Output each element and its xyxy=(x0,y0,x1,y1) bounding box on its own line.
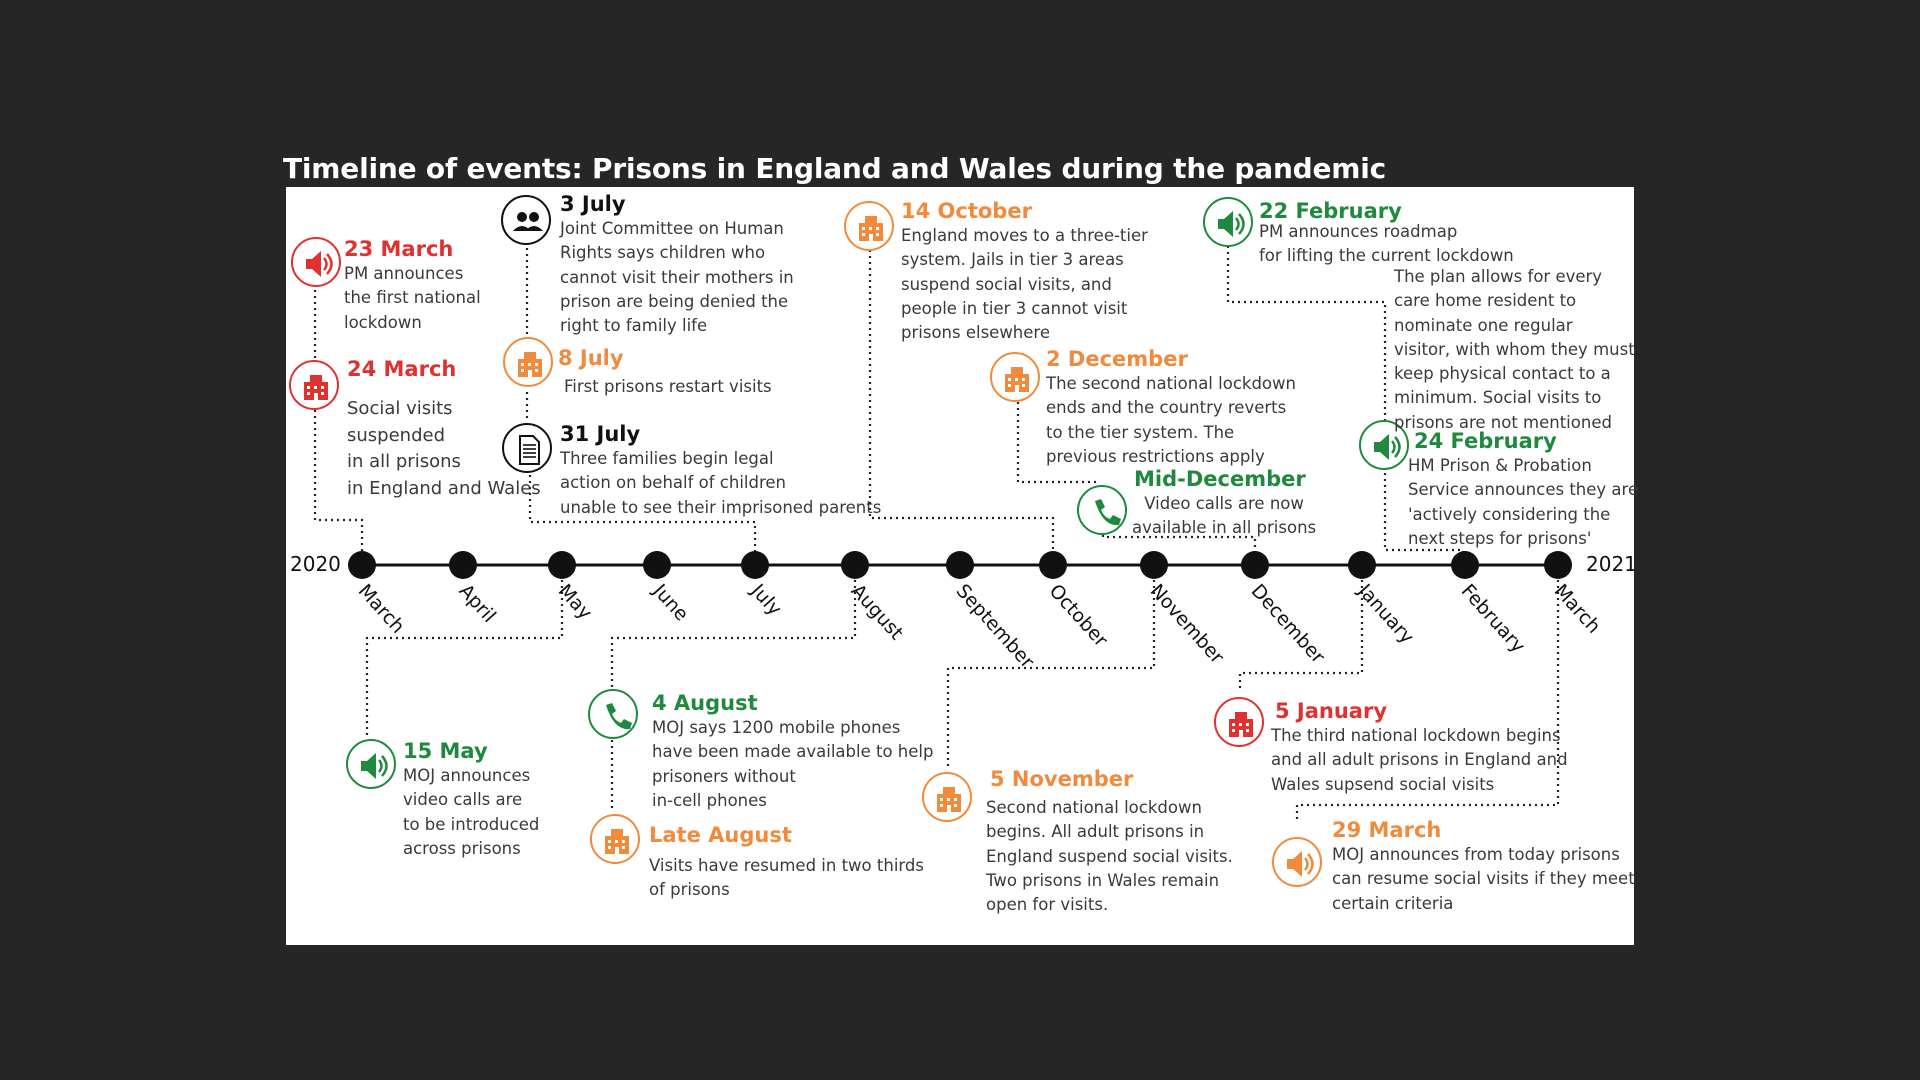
month-dot-5 xyxy=(841,551,869,579)
event-text: HM Prison & Probation Service announces they are 'actively considering the next steps for prisons' xyxy=(1408,456,1639,548)
event-date: 3 July xyxy=(560,192,626,216)
prison-building-icon xyxy=(990,352,1040,402)
month-dot-9 xyxy=(1241,551,1269,579)
event-text: First prisons restart visits xyxy=(564,377,772,396)
month-label: September xyxy=(951,580,1039,673)
event-text: Second national lockdown begins. All adult prisons in England suspend social visits. Two prisons in Wales remain open for visits. xyxy=(986,798,1233,915)
month-label: March xyxy=(1549,580,1605,638)
event-15-may xyxy=(403,738,539,861)
month-label: July xyxy=(746,580,786,621)
event-date: 14 October xyxy=(901,199,1032,223)
event-date: 5 November xyxy=(990,767,1134,791)
month-label: May xyxy=(553,580,597,624)
event-text: MOJ announces video calls are to be introduced across prisons xyxy=(403,766,540,858)
speaker-icon xyxy=(1203,197,1253,247)
event-date: 24 March xyxy=(347,357,457,381)
month-dot-11 xyxy=(1451,551,1479,579)
month-label: January xyxy=(1353,580,1419,649)
month-label: June xyxy=(648,580,693,626)
event-24-february xyxy=(1408,428,1638,551)
event-8-july xyxy=(558,345,772,399)
event-22-february-detail xyxy=(1394,265,1635,435)
phone-icon xyxy=(588,689,638,739)
event-29-march xyxy=(1332,817,1635,916)
month-label: February xyxy=(1456,580,1530,658)
event-date: 22 February xyxy=(1259,199,1402,223)
page-title: Timeline of events: Prisons in England and Wales during the pandemic xyxy=(283,152,1387,185)
month-dot-2 xyxy=(548,551,576,579)
phone-icon xyxy=(1077,485,1127,535)
year-end-label: 2021 xyxy=(1586,552,1637,576)
month-dot-0 xyxy=(348,551,376,579)
event-date: 8 July xyxy=(558,346,624,370)
speaker-icon xyxy=(1272,837,1322,887)
event-24-march xyxy=(347,356,541,502)
prison-building-icon xyxy=(289,360,339,410)
event-date: 15 May xyxy=(403,739,488,763)
event-5-january xyxy=(1271,698,1568,797)
event-3-july xyxy=(560,191,794,338)
event-text: Joint Committee on Human Rights says children who cannot visit their mothers in prison are being denied the right to family life xyxy=(560,219,794,336)
month-dot-8 xyxy=(1140,551,1168,579)
prison-building-icon xyxy=(1214,697,1264,747)
event-text: MOJ announces from today prisons can resume social visits if they meet certain criteria xyxy=(1332,845,1635,913)
event-31-july xyxy=(560,421,881,520)
prison-building-icon xyxy=(590,814,640,864)
event-late-august xyxy=(649,822,924,903)
event-text: Video calls are now available in all prisons xyxy=(1132,494,1317,538)
event-5-november xyxy=(986,766,1233,917)
event-23-march xyxy=(344,236,481,335)
month-dot-3 xyxy=(643,551,671,579)
month-dot-1 xyxy=(449,551,477,579)
month-dot-7 xyxy=(1039,551,1067,579)
event-date: 31 July xyxy=(560,422,641,446)
event-text: England moves to a three-tier system. Jails in tier 3 areas suspend social visits, and people in tier 3 cannot visit prisons elsewhere xyxy=(901,226,1148,343)
event-date: 4 August xyxy=(652,691,758,715)
event-text: The third national lockdown begins and all adult prisons in England and Wales supsend social visits xyxy=(1271,726,1568,794)
event-4-august xyxy=(652,690,933,813)
event-date: 2 December xyxy=(1046,347,1188,371)
month-dot-4 xyxy=(741,551,769,579)
prison-building-icon xyxy=(844,201,894,251)
month-dot-12 xyxy=(1544,551,1572,579)
event-date: 5 January xyxy=(1275,699,1388,723)
people-icon xyxy=(501,195,551,245)
event-text: PM announces the first national lockdown xyxy=(344,264,481,332)
event-text: Social visits suspended in all prisons in England and Wales xyxy=(347,398,541,499)
event-mid-december xyxy=(1132,466,1316,541)
month-dot-10 xyxy=(1348,551,1376,579)
month-label: November xyxy=(1145,580,1229,669)
month-label: March xyxy=(353,580,409,638)
event-date: Mid-December xyxy=(1134,467,1306,491)
speaker-icon xyxy=(346,739,396,789)
event-14-october xyxy=(901,198,1148,345)
month-label: December xyxy=(1246,580,1329,668)
year-start-label: 2020 xyxy=(290,552,341,576)
event-text: MOJ says 1200 mobile phones have been made available to help prisoners without in-cell phones xyxy=(652,718,934,810)
event-date: 23 March xyxy=(344,237,454,261)
event-text: The plan allows for every care home resident to nominate one regular visitor, with whom they must keep physical contact to a minimum. Social visits to prisons are not mentioned xyxy=(1394,267,1635,432)
event-text: PM announces roadmap for lifting the current lockdown xyxy=(1259,222,1514,266)
month-dot-6 xyxy=(946,551,974,579)
event-text: Visits have resumed in two thirds of prisons xyxy=(649,856,924,900)
event-date: 29 March xyxy=(1332,818,1442,842)
month-label: April xyxy=(454,580,501,628)
month-label: August xyxy=(846,580,908,645)
event-text: The second national lockdown ends and the country reverts to the tier system. The previous restrictions apply xyxy=(1046,374,1296,466)
event-date: 24 February xyxy=(1414,429,1557,453)
event-date: Late August xyxy=(649,823,792,847)
event-text: Three families begin legal action on behalf of children unable to see their imprisoned parents xyxy=(560,449,882,517)
event-22-february xyxy=(1259,198,1514,269)
event-2-december xyxy=(1046,346,1296,469)
month-label: October xyxy=(1044,580,1112,652)
speaker-icon xyxy=(291,237,341,287)
